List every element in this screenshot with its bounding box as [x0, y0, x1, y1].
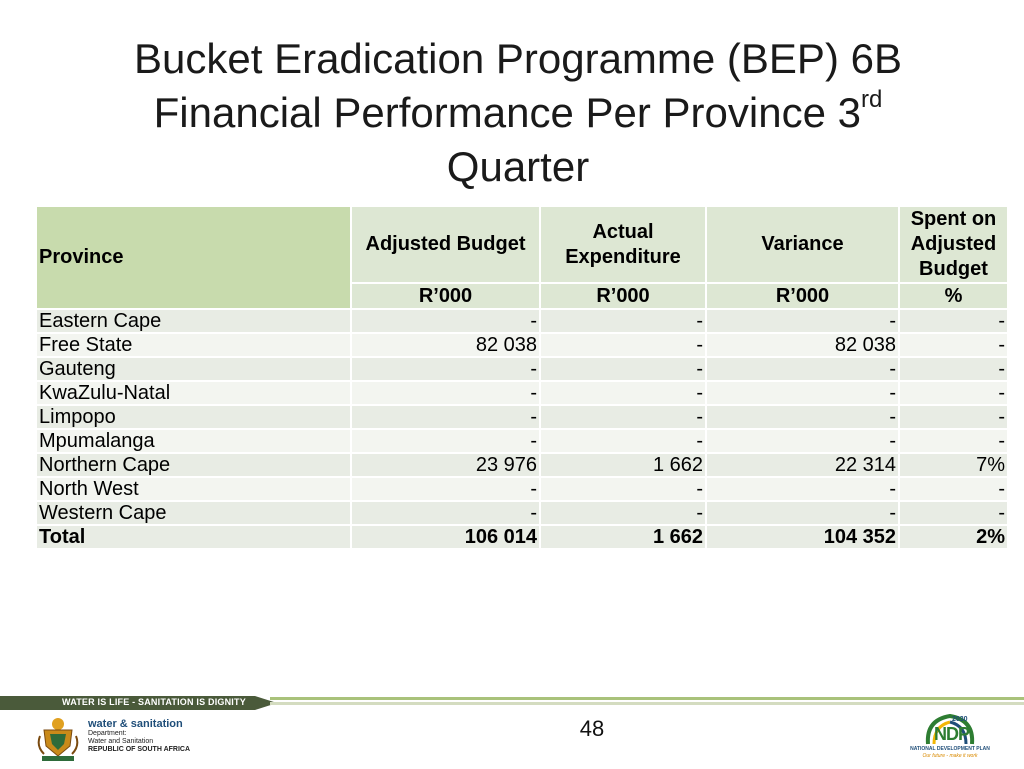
- department-text: [88, 718, 190, 754]
- cell-variance: -: [706, 309, 899, 333]
- header-province: Province: [36, 206, 351, 309]
- cell-province: Northern Cape: [36, 453, 351, 477]
- ndp-logo: [910, 710, 990, 766]
- unit-adjusted-budget: R’000: [351, 283, 540, 309]
- table-row: [36, 357, 1008, 381]
- header-spent: Spent on Adjusted Budget: [899, 206, 1008, 283]
- unit-actual-expenditure: R’000: [540, 283, 706, 309]
- table-row: [36, 333, 1008, 357]
- cell-adjusted-budget: 82 038: [351, 333, 540, 357]
- table-row: [36, 309, 1008, 333]
- title-line-2: [60, 86, 976, 140]
- cell-actual-expenditure: 1 662: [540, 525, 706, 549]
- cell-province: Eastern Cape: [36, 309, 351, 333]
- title-line-2-text: Financial Performance Per Province 3: [153, 89, 861, 136]
- table-row: [36, 501, 1008, 525]
- cell-variance: 22 314: [706, 453, 899, 477]
- table-row: [36, 453, 1008, 477]
- cell-province: Western Cape: [36, 501, 351, 525]
- title-line-1: Bucket Eradication Programme (BEP) 6B: [134, 35, 902, 82]
- footer-line-light: [270, 702, 1024, 705]
- cell-adjusted-budget: -: [351, 357, 540, 381]
- table-row: [36, 477, 1008, 501]
- footer-slogan: WATER IS LIFE - SANITATION IS DIGNITY: [62, 697, 246, 707]
- unit-variance: R’000: [706, 283, 899, 309]
- cell-actual-expenditure: -: [540, 333, 706, 357]
- cell-province: Free State: [36, 333, 351, 357]
- cell-province: North West: [36, 477, 351, 501]
- cell-actual-expenditure: -: [540, 501, 706, 525]
- page-number: 48: [579, 716, 605, 741]
- ndp-name: NATIONAL DEVELOPMENT PLAN: [910, 746, 990, 752]
- cell-province: KwaZulu-Natal: [36, 381, 351, 405]
- cell-adjusted-budget: -: [351, 477, 540, 501]
- cell-adjusted-budget: -: [351, 405, 540, 429]
- department-line-2: Water and Sanitation: [88, 738, 154, 745]
- title-superscript: rd: [860, 86, 883, 113]
- cell-adjusted-budget: -: [351, 309, 540, 333]
- cell-province: Mpumalanga: [36, 429, 351, 453]
- cell-spent: -: [899, 429, 1008, 453]
- cell-spent: 2%: [899, 525, 1008, 549]
- slide-title: [60, 32, 976, 194]
- cell-variance: -: [706, 429, 899, 453]
- table-row: [36, 381, 1008, 405]
- cell-adjusted-budget: 106 014: [351, 525, 540, 549]
- ndp-acronym: NDP: [934, 724, 970, 744]
- cell-variance: -: [706, 357, 899, 381]
- cell-province: Total: [36, 525, 351, 549]
- cell-adjusted-budget: 23 976: [351, 453, 540, 477]
- table-row: [36, 405, 1008, 429]
- cell-actual-expenditure: -: [540, 381, 706, 405]
- header-adjusted-budget: Adjusted Budget: [351, 206, 540, 283]
- cell-variance: -: [706, 477, 899, 501]
- ndp-year: 2030: [952, 716, 968, 723]
- department-line-1: Department:: [88, 730, 127, 737]
- table-total-row: [36, 525, 1008, 549]
- footer-band: [0, 694, 1024, 712]
- cell-spent: -: [899, 357, 1008, 381]
- cell-province: Limpopo: [36, 405, 351, 429]
- table-body: [36, 309, 1008, 549]
- cell-variance: -: [706, 405, 899, 429]
- header-variance: Variance: [706, 206, 899, 283]
- cell-variance: 104 352: [706, 525, 899, 549]
- cell-actual-expenditure: -: [540, 405, 706, 429]
- table-row: [36, 429, 1008, 453]
- cell-variance: -: [706, 381, 899, 405]
- ndp-tagline: Our future - make it work: [922, 753, 978, 759]
- cell-actual-expenditure: -: [540, 357, 706, 381]
- cell-adjusted-budget: -: [351, 429, 540, 453]
- financial-performance-table: [35, 205, 1009, 550]
- cell-spent: -: [899, 501, 1008, 525]
- cell-province: Gauteng: [36, 357, 351, 381]
- cell-variance: 82 038: [706, 333, 899, 357]
- cell-actual-expenditure: -: [540, 477, 706, 501]
- cell-actual-expenditure: -: [540, 309, 706, 333]
- header-actual-expenditure: Actual Expenditure: [540, 206, 706, 283]
- cell-spent: -: [899, 477, 1008, 501]
- cell-variance: -: [706, 501, 899, 525]
- title-line-3: Quarter: [446, 143, 590, 190]
- department-name: water & sanitation: [88, 718, 183, 730]
- cell-actual-expenditure: 1 662: [540, 453, 706, 477]
- coat-of-arms-icon: [36, 716, 80, 764]
- department-line-3: REPUBLIC OF SOUTH AFRICA: [88, 746, 191, 753]
- footer-line: [270, 697, 1024, 700]
- cell-spent: 7%: [899, 453, 1008, 477]
- unit-spent: %: [899, 283, 1008, 309]
- cell-spent: -: [899, 405, 1008, 429]
- cell-actual-expenditure: -: [540, 429, 706, 453]
- cell-adjusted-budget: -: [351, 381, 540, 405]
- cell-spent: -: [899, 381, 1008, 405]
- table-header-row: [36, 206, 1008, 283]
- cell-adjusted-budget: -: [351, 501, 540, 525]
- cell-spent: -: [899, 333, 1008, 357]
- department-logo: [36, 716, 216, 764]
- cell-spent: -: [899, 309, 1008, 333]
